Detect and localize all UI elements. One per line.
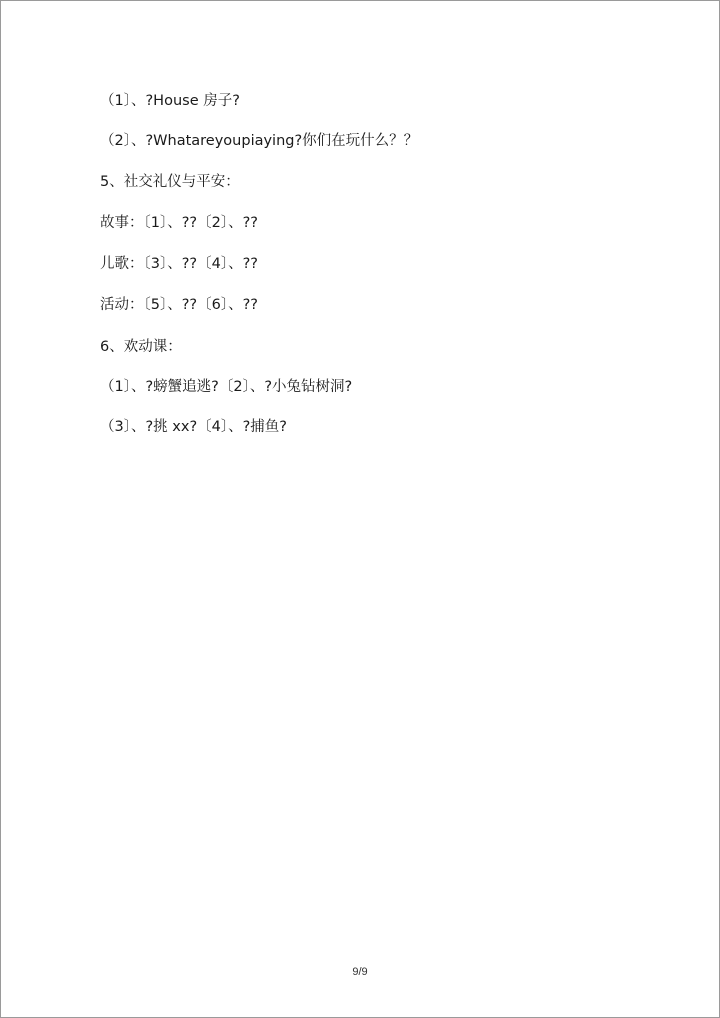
list-item-crab-tree-hole: （1〕、?螃蟹追逃?〔2〕、?小兔钻树洞? — [100, 379, 353, 395]
list-item-what-are-you-playing: （2〕、?Whatareyoupiaying?你们在玩什么？？ — [100, 133, 419, 149]
list-item-nursery-rhymes: 儿歌：〔3〕、??〔4〕、?? — [100, 256, 258, 272]
list-item-pick-fishing: （3〕、?挑 xx?〔4〕、?捕鱼? — [100, 419, 288, 435]
list-item-house: （1〕、?House 房子? — [100, 93, 240, 109]
section-heading-fun-class: 6、欢动课： — [100, 339, 182, 355]
list-item-stories: 故事：〔1〕、??〔2〕、?? — [100, 215, 258, 231]
section-heading-social-etiquette: 5、社交礼仪与平安： — [100, 174, 240, 190]
page-number: 9/9 — [352, 966, 368, 978]
list-item-activities: 活动：〔5〕、??〔6〕、?? — [100, 297, 258, 313]
